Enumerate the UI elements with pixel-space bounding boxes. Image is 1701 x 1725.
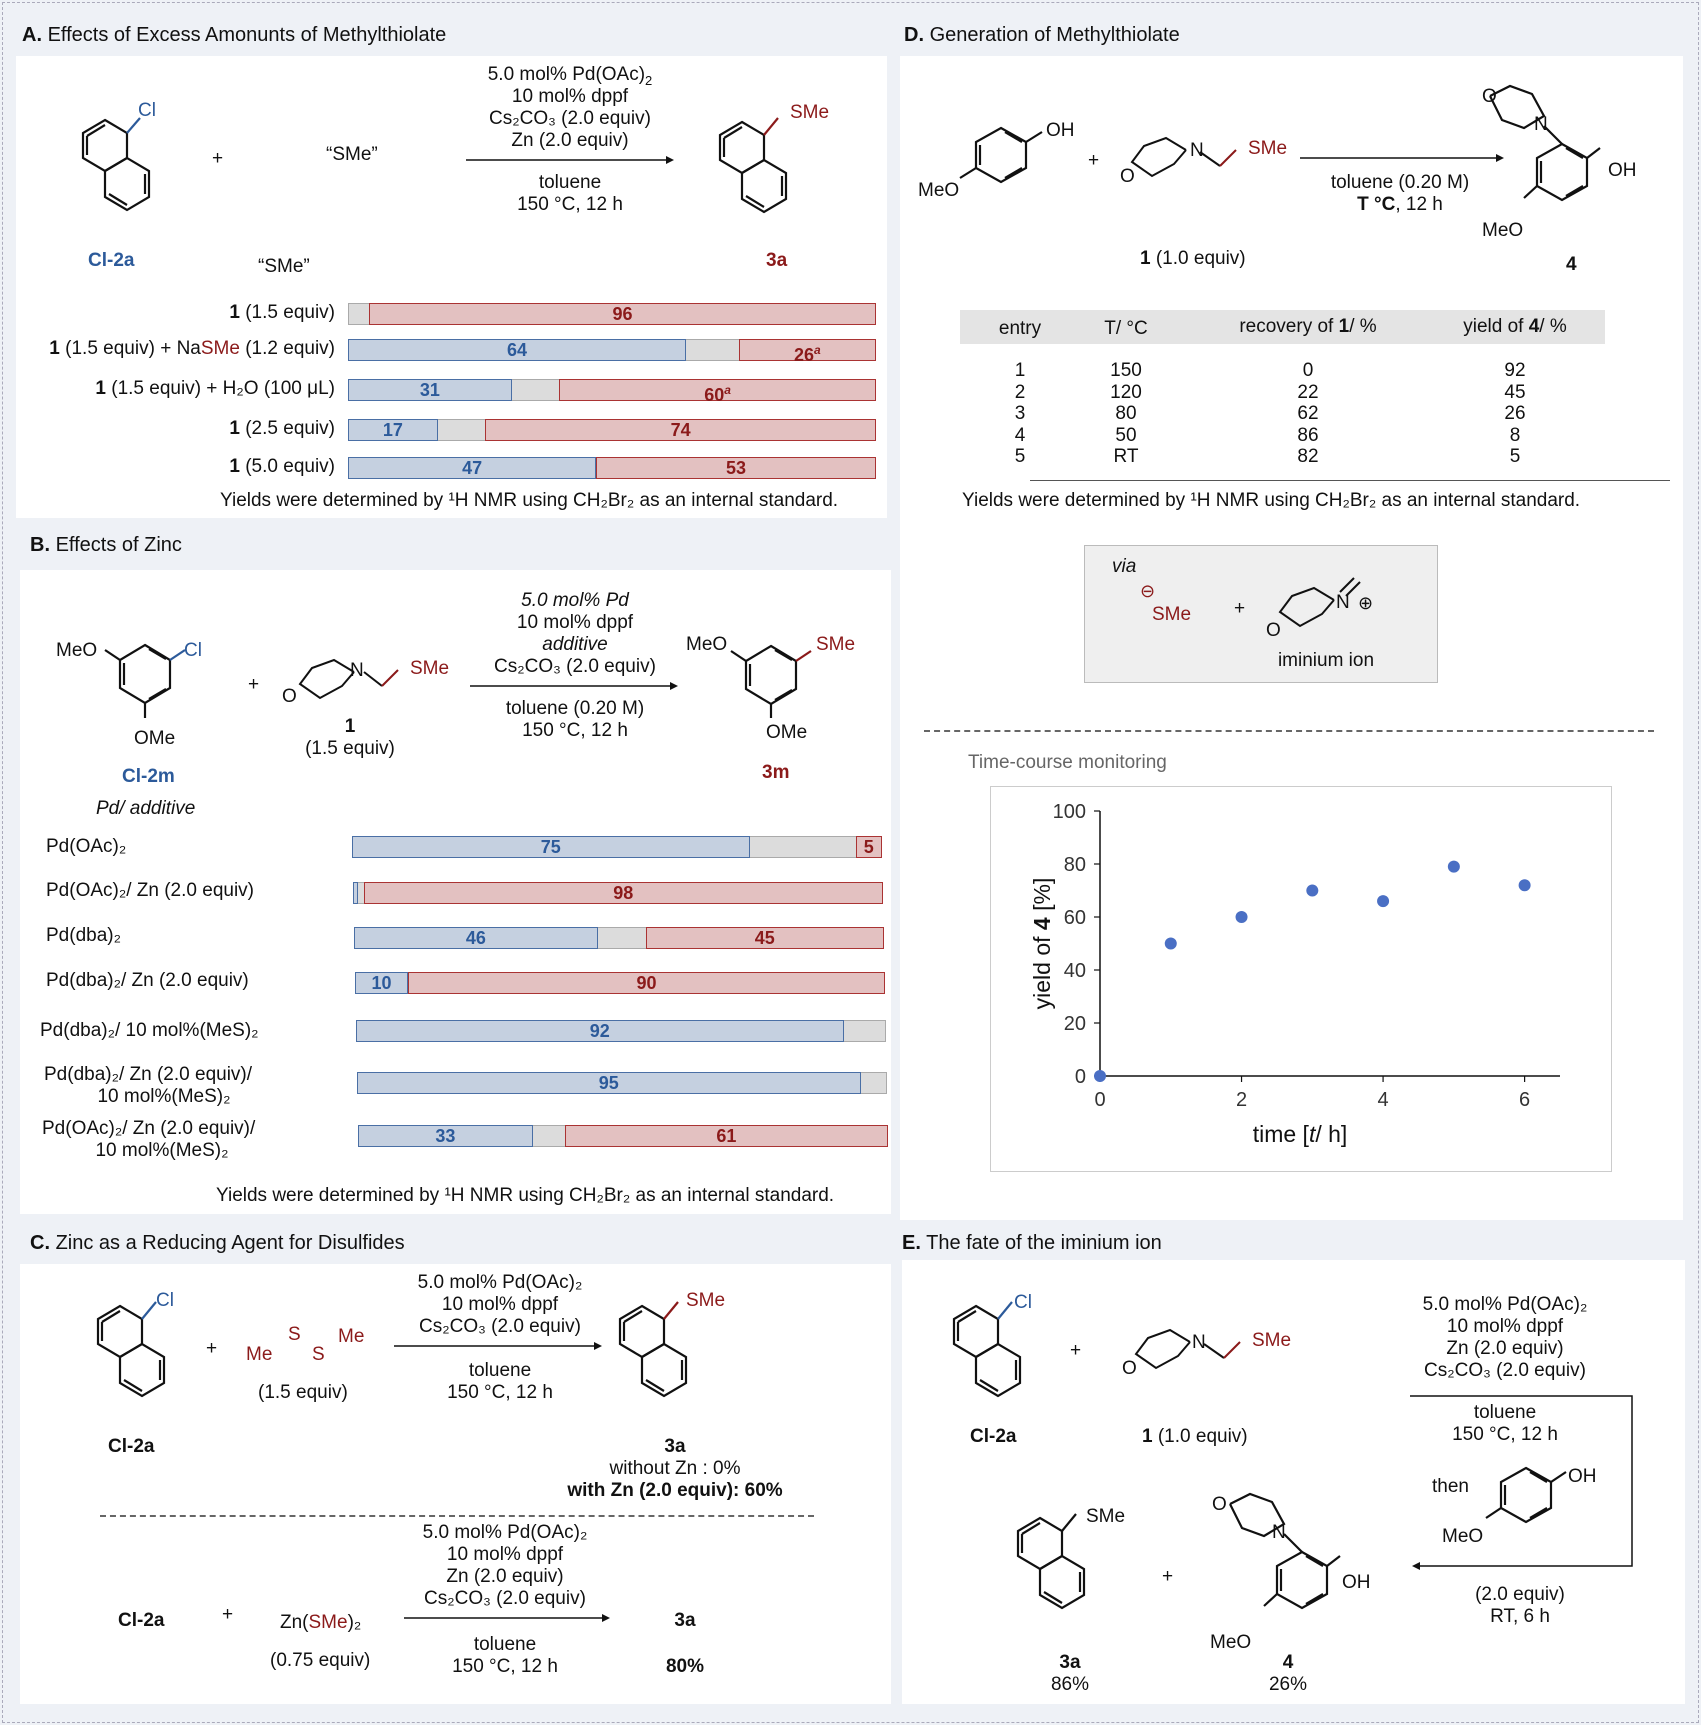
methoxyphenol-structure — [946, 110, 1056, 200]
iminium-label: iminium ion — [1277, 650, 1375, 671]
substrate-label: Cl-2a — [118, 1610, 165, 1631]
y-axis-label: yield of 4 [%] — [1029, 877, 1055, 1010]
data-point — [1519, 879, 1531, 891]
footnote: Yields were determined by ¹H NMR using CH₂Br₂ as an internal standard. — [220, 490, 839, 511]
panel-b-header: B. Effects of Zinc — [30, 534, 182, 556]
table-cell: 92 — [1504, 360, 1526, 381]
condition-line: toluene — [473, 1634, 537, 1655]
bar-value-label: 90 — [636, 973, 657, 993]
data-point — [1165, 938, 1177, 950]
condition-line: Cs₂CO₃ (2.0 equiv) — [489, 108, 651, 129]
o-atom: O — [1266, 620, 1281, 641]
reaction-arrow — [404, 1612, 614, 1624]
bar-value-label: 61 — [716, 1126, 737, 1146]
plus-sign: + — [248, 674, 260, 695]
product-label: 4 — [1282, 1652, 1294, 1673]
substrate-label: Cl-2a — [108, 1436, 155, 1457]
bar-category-label: Pd(dba)₂/ Zn (2.0 equiv)/ — [44, 1064, 253, 1085]
product-label: 3a — [766, 250, 788, 271]
bar-value-label: 98 — [613, 883, 634, 903]
plus-sign: + — [212, 148, 224, 169]
morpholine-structure — [1120, 1318, 1260, 1388]
stacked-bar — [352, 836, 882, 858]
cl-label: Cl — [1014, 1292, 1032, 1313]
n-atom: N — [1190, 140, 1204, 161]
data-point — [1448, 861, 1460, 873]
bar-category-label: 10 mol%(MeS)₂ — [95, 1140, 229, 1161]
bar-category-label: Pd(OAc)₂/ Zn (2.0 equiv) — [46, 880, 254, 901]
legend-title: Pd/ additive — [96, 798, 196, 819]
reaction-arrow — [394, 1340, 604, 1352]
minus-charge: ⊖ — [1140, 581, 1156, 601]
condition-line: 150 °C, 12 h — [447, 1382, 553, 1403]
condition-line: 10 mol% dppf — [1446, 1316, 1564, 1337]
condition-line: toluene (0.20 M) — [1330, 172, 1470, 193]
reagent-label: 1 — [344, 716, 356, 737]
bar-category-label: Pd(OAc)₂/ Zn (2.0 equiv)/ — [42, 1118, 256, 1139]
data-point — [1236, 911, 1248, 923]
o-atom: O — [1212, 1494, 1227, 1515]
sme-label: SMe — [1086, 1506, 1126, 1527]
condition-line: 5.0 mol% Pd — [521, 590, 629, 611]
table-cell: 5 — [1014, 446, 1026, 467]
dimethoxy-chlorobenzene-structure — [100, 630, 190, 740]
condition-line: 5.0 mol% Pd(OAc)₂ — [417, 1272, 583, 1293]
o-atom: O — [282, 686, 297, 707]
x-tick-label: 4 — [1377, 1089, 1389, 1111]
oh-label: OH — [1342, 1572, 1371, 1593]
bar-category-label: Pd(dba)₂/ Zn (2.0 equiv) — [46, 970, 249, 991]
table-cell: 80 — [1115, 403, 1137, 424]
n-atom: N — [1272, 1522, 1286, 1543]
naphthalene-structure-c-product — [612, 1296, 722, 1406]
naphthalene-structure-product — [712, 112, 822, 222]
oh-label: OH — [1568, 1466, 1597, 1487]
table-cell: 3 — [1014, 403, 1026, 424]
bar-category-label: 1 (5.0 equiv) — [229, 456, 335, 477]
o-atom: O — [1120, 166, 1135, 187]
plus-charge: ⊕ — [1358, 593, 1374, 613]
via-label: via — [1112, 556, 1137, 577]
stacked-bar — [353, 882, 883, 904]
panel-d-header: D. Generation of Methylthiolate — [904, 24, 1180, 46]
oh-label: OH — [1608, 160, 1637, 181]
stacked-bar — [355, 972, 885, 994]
cl-label: Cl — [138, 100, 156, 121]
table-cell: 5 — [1509, 446, 1521, 467]
reagent-equiv: (0.75 equiv) — [270, 1650, 371, 1671]
footnote: Yields were determined by ¹H NMR using CH₂Br₂ as an internal standard. — [962, 490, 1581, 511]
bar-value-label: 60$^a$ — [704, 383, 731, 405]
table-cell: 50 — [1115, 424, 1137, 446]
substrate-label: Cl-2a — [970, 1426, 1017, 1447]
table-cell: 1 — [1014, 360, 1026, 381]
bar-category-label: 1 (1.5 equiv) — [229, 302, 335, 323]
substrate-label: Cl-2a — [88, 250, 135, 271]
product-label: 4 — [1566, 254, 1577, 275]
me-label: Me — [246, 1344, 273, 1365]
meo-label: MeO — [1210, 1632, 1252, 1653]
n-atom: N — [350, 660, 364, 681]
product-yield: 26% — [1268, 1674, 1308, 1695]
panel-e-header: E. The fate of the iminium ion — [902, 1232, 1162, 1254]
stacked-bar — [356, 1020, 886, 1042]
time-course-plot — [990, 786, 1610, 1170]
reaction-arrow — [466, 154, 676, 166]
condition-line: Zn (2.0 equiv) — [1446, 1338, 1564, 1359]
condition-line: Zn (2.0 equiv) — [446, 1566, 564, 1587]
table-header: T/ °C — [1104, 318, 1148, 339]
table-header: yield of 4/ % — [1463, 316, 1567, 337]
condition-line: 10 mol% dppf — [516, 612, 634, 633]
condition-line: toluene — [538, 172, 602, 193]
condition-line: toluene (0.20 M) — [505, 698, 645, 719]
result-line: without Zn : 0% — [609, 1458, 741, 1479]
bar-value-label: 31 — [419, 380, 440, 400]
ome-label: OMe — [134, 728, 176, 749]
bar-value-label: 26$^a$ — [793, 343, 821, 365]
table-cell: 150 — [1110, 360, 1142, 381]
bar-value-label: 46 — [465, 928, 486, 948]
sme-label: SMe — [1248, 138, 1288, 159]
bar-value-label: 92 — [589, 1021, 610, 1041]
naphthalene-structure-a — [60, 110, 170, 220]
stacked-bar — [358, 1125, 888, 1147]
bar-category-label: Pd(OAc)₂ — [46, 836, 127, 857]
meo-label: MeO — [918, 180, 960, 201]
condition-line: Cs₂CO₃ (2.0 equiv) — [424, 1588, 586, 1609]
table-header: entry — [998, 318, 1042, 339]
divider — [100, 1515, 814, 1517]
product-label: 3m — [762, 762, 790, 783]
product-label: 3a — [674, 1610, 696, 1631]
condition-line: 10 mol% dppf — [511, 86, 629, 107]
table-cell: 82 — [1297, 446, 1319, 467]
o-atom: O — [1482, 86, 1497, 107]
bar-value-label: 64 — [506, 340, 527, 360]
cl-label: Cl — [156, 1290, 174, 1311]
table-cell: 8 — [1509, 424, 1521, 446]
reagent-label: “SMe” — [258, 256, 310, 277]
footnote: Yields were determined by ¹H NMR using CH₂Br₂ as an internal standard. — [216, 1185, 835, 1206]
bar-value-label: 47 — [462, 458, 483, 478]
table-cell: 26 — [1504, 403, 1526, 424]
o-atom: O — [1122, 1358, 1137, 1379]
sme-label: SMe — [1152, 604, 1192, 625]
table-cell: 4 — [1014, 424, 1026, 446]
result-line: with Zn (2.0 equiv): 60% — [567, 1480, 783, 1501]
reagent-equiv: (1.5 equiv) — [258, 1382, 348, 1403]
reaction-arrow — [470, 680, 680, 692]
cl-label: Cl — [184, 640, 202, 661]
divider — [924, 730, 1654, 732]
sme-label: SMe — [816, 634, 856, 655]
table-cell: 22 — [1297, 381, 1319, 403]
bar-value-label: 95 — [598, 1073, 619, 1093]
bar-value-label: 5 — [863, 837, 874, 857]
bar-category-label: 1 (1.5 equiv) + H₂O (100 μL) — [95, 378, 335, 399]
x-tick-label: 6 — [1519, 1089, 1531, 1111]
stacked-bar — [348, 419, 876, 441]
bar-category-label: 1 (1.5 equiv) + NaSMe (1.2 equiv) — [49, 338, 335, 359]
timecourse-title: Time-course monitoring — [968, 752, 1167, 773]
data-point — [1306, 885, 1318, 897]
bar-value-label: 75 — [540, 837, 561, 857]
s-label: S — [312, 1344, 325, 1365]
stacked-bar — [348, 339, 876, 365]
sme-label: SMe — [686, 1290, 726, 1311]
condition-line: 10 mol% dppf — [441, 1294, 559, 1315]
plus-sign: + — [1088, 150, 1100, 171]
table-cell: RT — [1113, 446, 1139, 467]
naphthalene-structure-c — [80, 1296, 190, 1406]
condition-line: 5.0 mol% $Pd(OAc)_2$ — [487, 64, 653, 88]
then-label: then — [1432, 1476, 1469, 1497]
condition-line: (2.0 equiv) — [1475, 1584, 1565, 1605]
y-tick-label: 80 — [1063, 854, 1086, 876]
bar-value-label: 17 — [382, 420, 403, 440]
bar-value-label: 53 — [726, 458, 747, 478]
bar-value-label: 96 — [612, 304, 633, 324]
stacked-bar — [348, 457, 876, 479]
panel-c-header: C. Zinc as a Reducing Agent for Disulfides — [30, 1232, 405, 1254]
plus-sign: + — [222, 1604, 234, 1625]
y-tick-label: 60 — [1063, 907, 1086, 929]
meo-label: MeO — [56, 640, 98, 661]
table-header: recovery of 1/ % — [1239, 316, 1377, 337]
condition-line: toluene — [1473, 1402, 1537, 1423]
condition-line: 150 °C, 12 h — [1452, 1424, 1558, 1445]
reagent-equiv: (1.5 equiv) — [305, 738, 395, 759]
condition-line: 10 mol% dppf — [446, 1544, 564, 1565]
bar-value-label: 74 — [670, 420, 691, 440]
bar-category-label: Pd(dba)₂/ 10 mol%(MeS)₂ — [40, 1020, 259, 1041]
n-atom: N — [1336, 592, 1350, 613]
data-point — [1094, 1070, 1106, 1082]
meo-label: MeO — [1442, 1526, 1484, 1547]
plus-sign: + — [1070, 1340, 1082, 1361]
y-tick-label: 0 — [1074, 1066, 1086, 1088]
stacked-bar — [357, 1072, 887, 1094]
condition-line: additive — [542, 634, 608, 655]
y-tick-label: 40 — [1063, 960, 1086, 982]
bar-value-label: 10 — [371, 973, 392, 993]
condition-line: Zn (2.0 equiv) — [511, 130, 629, 151]
meo-label: MeO — [686, 634, 728, 655]
n-atom: N — [1192, 1332, 1206, 1353]
y-tick-label: 100 — [1052, 801, 1086, 823]
condition-line: 150 °C, 12 h — [517, 194, 623, 215]
stacked-bar — [348, 379, 876, 405]
condition-line: RT, 6 h — [1490, 1606, 1550, 1627]
condition-line: 5.0 mol% Pd(OAc)₂ — [1422, 1294, 1588, 1315]
s-label: S — [288, 1324, 301, 1345]
reagent-label: Zn(SMe)₂ — [280, 1612, 362, 1633]
condition-line: Cs₂CO₃ (2.0 equiv) — [1424, 1360, 1586, 1381]
table-cell: 2 — [1014, 381, 1026, 403]
bar-segment-recovery — [353, 882, 358, 904]
sme-label: SMe — [410, 658, 450, 679]
condition-line: toluene — [468, 1360, 532, 1381]
condition-line: 150 °C, 12 h — [452, 1656, 558, 1677]
condition-line: Cs₂CO₃ (2.0 equiv) — [419, 1316, 581, 1337]
condition-line: T °C, 12 h — [1357, 194, 1443, 215]
table-cell: 62 — [1297, 403, 1319, 424]
sme-label: SMe — [1252, 1330, 1292, 1351]
plus-sign: + — [1234, 598, 1246, 619]
x-tick-label: 0 — [1094, 1089, 1106, 1111]
plus-sign: + — [1162, 1566, 1174, 1587]
reagent-label: “SMe” — [326, 144, 378, 165]
condition-line: 5.0 mol% Pd(OAc)₂ — [422, 1522, 588, 1543]
dimethoxy-thioanisole-structure — [726, 636, 816, 736]
condition-line: Cs₂CO₃ (2.0 equiv) — [494, 656, 656, 677]
x-axis-label: time [t/ h] — [1252, 1121, 1348, 1147]
stacked-bar — [348, 303, 876, 325]
me-label: Me — [338, 1326, 365, 1347]
bar-value-label: 45 — [754, 928, 775, 948]
plus-sign: + — [206, 1338, 218, 1359]
product-label: 3a — [664, 1436, 686, 1457]
reagent-label: 1 (1.0 equiv) — [1142, 1426, 1248, 1447]
table-cell: 45 — [1504, 381, 1526, 403]
panel-a-header: A. Effects of Excess Amonunts of Methylthiolate — [22, 24, 447, 46]
condition-line: 150 °C, 12 h — [522, 720, 628, 741]
morpholine-structure — [282, 640, 412, 710]
data-point — [1377, 895, 1389, 907]
product-yield: 80% — [665, 1656, 705, 1677]
substrate-label: Cl-2m — [122, 766, 175, 787]
table-cell: 86 — [1297, 424, 1319, 446]
product-label: 3a — [1059, 1652, 1081, 1673]
bar-category-label: 10 mol%(MeS)₂ — [97, 1086, 231, 1107]
morpholine-structure — [1116, 126, 1256, 196]
stacked-bar — [354, 927, 884, 949]
meo-label: MeO — [1482, 220, 1524, 241]
bar-category-label: Pd(dba)₂ — [46, 925, 121, 946]
n-atom: N — [1534, 114, 1548, 135]
x-tick-label: 2 — [1235, 1089, 1248, 1111]
bar-value-label: 33 — [435, 1126, 456, 1146]
y-tick-label: 20 — [1063, 1013, 1086, 1035]
table-cell: 0 — [1302, 360, 1314, 381]
product-yield: 86% — [1050, 1674, 1090, 1695]
bar-category-label: 1 (2.5 equiv) — [229, 418, 335, 439]
table-rule — [1030, 480, 1670, 481]
table-cell: 120 — [1110, 381, 1142, 403]
reagent-label: 1 (1.0 equiv) — [1140, 248, 1246, 269]
ome-label: OMe — [766, 722, 808, 743]
sme-label: SMe — [790, 102, 830, 123]
oh-label: OH — [1046, 120, 1075, 141]
